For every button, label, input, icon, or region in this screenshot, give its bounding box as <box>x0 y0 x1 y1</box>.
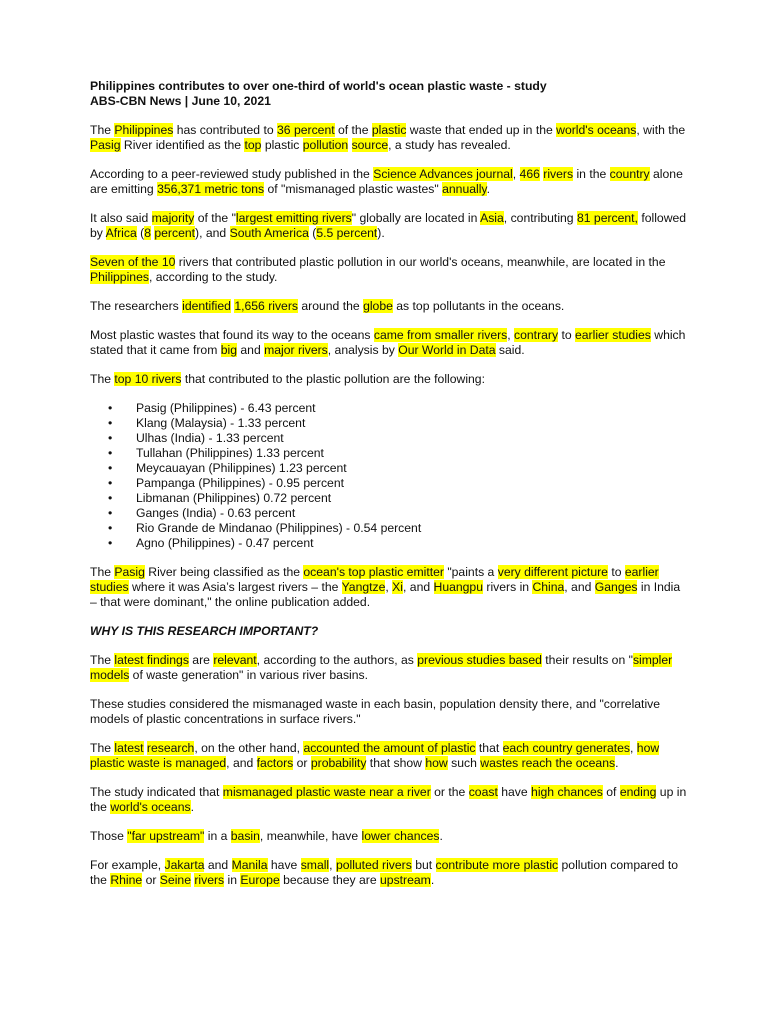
highlighted-text: 36 percent <box>277 123 335 137</box>
highlighted-text: small <box>300 858 330 872</box>
highlighted-text: Pasig <box>114 565 145 579</box>
highlighted-text: top 10 rivers <box>114 372 182 386</box>
list-item: • Rio Grande de Mindanao (Philippines) - 0.54 percent <box>136 521 690 536</box>
highlighted-text: Our World in Data <box>398 343 496 357</box>
paragraph: It also said majority of the "largest emitting rivers" globally are located in Asia, contributing 81 percent, followed by Africa (8 percent), and South America (5.5 percent). <box>90 211 687 240</box>
highlighted-text: latest findings <box>114 653 189 667</box>
highlighted-text: big <box>220 343 237 357</box>
highlighted-text: plastic <box>371 123 407 137</box>
list-item: • Libmanan (Philippines) 0.72 percent <box>136 491 690 506</box>
highlighted-text: Philippines <box>114 123 174 137</box>
highlighted-text: Asia <box>480 211 504 225</box>
highlighted-text: previous studies based <box>417 653 542 667</box>
list-item: • Pampanga (Philippines) - 0.95 percent <box>136 476 690 491</box>
highlighted-text: accounted the amount of plastic <box>303 741 476 755</box>
paragraph: The top 10 rivers that contributed to the plastic pollution are the following: <box>90 372 485 386</box>
list-item: • Agno (Philippines) - 0.47 percent <box>136 536 690 551</box>
highlighted-text: factors <box>256 756 294 770</box>
highlighted-text: earlier studies <box>575 328 651 342</box>
highlighted-text: pollution <box>302 138 349 152</box>
highlighted-text: globe <box>363 299 393 313</box>
paragraph: The researchers identified 1,656 rivers around the globe as top pollutants in the oceans. <box>90 299 565 313</box>
highlighted-text: 356,371 metric tons <box>157 182 265 196</box>
highlighted-text: upstream <box>380 873 431 887</box>
highlighted-text: contribute more plastic <box>435 858 559 872</box>
list-item: • Klang (Malaysia) - 1.33 percent <box>136 416 690 431</box>
paragraph: The latest findings are relevant, according to the authors, as previous studies based their results on "simpler models of waste generation" in various river basins. <box>90 653 673 682</box>
article-title: Philippines contributes to over one-third of world's ocean plastic waste - study <box>90 79 547 93</box>
highlighted-text: each country generates <box>502 741 631 755</box>
article-body <box>90 79 690 902</box>
highlighted-text: 81 percent, <box>576 211 638 225</box>
highlighted-text: probability <box>310 756 367 770</box>
highlighted-text: how <box>425 756 448 770</box>
highlighted-text: rivers <box>543 167 574 181</box>
list-item: • Pasig (Philippines) - 6.43 percent <box>136 401 690 416</box>
highlighted-text: Jakarta <box>164 858 205 872</box>
paragraph: The Pasig River being classified as the ocean's top plastic emitter "paints a very different picture to earlier studies where it was Asia’s largest rivers – the Yangtze, Xi, and Huangpu rivers in China, and Ganges in India – that were dominant," the online publication added. <box>90 565 681 609</box>
list-item: • Tullahan (Philippines) 1.33 percent <box>136 446 690 461</box>
highlighted-text: relevant <box>213 653 257 667</box>
paragraph: Those "far upstream" in a basin, meanwhile, have lower chances. <box>90 829 443 843</box>
paragraph: The Philippines has contributed to 36 percent of the plastic waste that ended up in the world's oceans, with the Pasig River identified as the top plastic pollution source, a study has revealed. <box>90 123 686 152</box>
highlighted-text: contrary <box>514 328 559 342</box>
list-item: • Meycauayan (Philippines) 1.23 percent <box>136 461 690 476</box>
highlighted-text: Pasig <box>90 138 121 152</box>
highlighted-text: Huangpu <box>433 580 483 594</box>
highlighted-text: South America <box>229 226 309 240</box>
paragraph: These studies considered the mismanaged waste in each basin, population density there, and "correlative models of plastic concentrations in surface rivers." <box>90 697 661 726</box>
highlighted-text: country <box>609 167 650 181</box>
top-rivers-list <box>90 401 690 551</box>
highlighted-text: latest <box>114 741 144 755</box>
list-item: • Ulhas (India) - 1.33 percent <box>136 431 690 446</box>
highlighted-text: 5.5 percent <box>316 226 378 240</box>
highlighted-text: 8 <box>144 226 151 240</box>
paragraph: According to a peer-reviewed study published in the Science Advances journal, 466 rivers in the country alone are emitting 356,371 metric tons of "mismanaged plastic wastes" annually. <box>90 167 683 196</box>
highlighted-text: annually <box>442 182 487 196</box>
highlighted-text: Europe <box>240 873 280 887</box>
highlighted-text: high chances <box>531 785 603 799</box>
highlighted-text: 466 <box>519 167 540 181</box>
highlighted-text: Ganges <box>594 580 638 594</box>
highlighted-text: top <box>244 138 262 152</box>
paragraph: Most plastic wastes that found its way to the oceans came from smaller rivers, contrary to earlier studies which stated that it came from big and major rivers, analysis by Our World in Data said. <box>90 328 686 357</box>
highlighted-text: identified <box>182 299 231 313</box>
highlighted-text: Philippines <box>90 270 149 284</box>
paragraph: For example, Jakarta and Manila have small, polluted rivers but contribute more plastic pollution compared to the Rhine or Seine rivers in Europe because they are upstream. <box>90 858 679 887</box>
highlighted-text: Seven of the 10 <box>90 255 176 269</box>
highlighted-text: Yangtze <box>341 580 386 594</box>
highlighted-text: ending <box>619 785 657 799</box>
section-heading: WHY IS THIS RESEARCH IMPORTANT? <box>90 624 319 638</box>
highlighted-text: research <box>146 741 195 755</box>
highlighted-text: world's oceans <box>110 800 191 814</box>
highlighted-text: lower chances <box>361 829 440 843</box>
highlighted-text: coast <box>468 785 498 799</box>
list-item: • Ganges (India) - 0.63 percent <box>136 506 690 521</box>
paragraph: Seven of the 10 rivers that contributed plastic pollution in our world's oceans, meanwhile, are located in the Philippines, according to the study. <box>90 255 666 284</box>
highlighted-text: 1,656 rivers <box>234 299 298 313</box>
highlighted-text: mismanaged plastic waste near a river <box>222 785 431 799</box>
highlighted-text: rivers <box>194 873 225 887</box>
highlighted-text: Rhine <box>110 873 143 887</box>
highlighted-text: earlier studies <box>90 565 659 594</box>
highlighted-text: majority <box>151 211 195 225</box>
highlighted-text: Xi <box>392 580 404 594</box>
paragraph: The latest research, on the other hand, accounted the amount of plastic that each country generates, how plastic waste is managed, and factors or probability that show how such wastes reach the oceans. <box>90 741 660 770</box>
highlighted-text: China <box>532 580 565 594</box>
highlighted-text: percent <box>154 226 196 240</box>
article-byline: ABS-CBN News | June 10, 2021 <box>90 94 271 108</box>
highlighted-text: largest emitting rivers <box>235 211 352 225</box>
highlighted-text: ocean's top plastic emitter <box>303 565 444 579</box>
highlighted-text: basin <box>230 829 260 843</box>
highlighted-text: Africa <box>105 226 137 240</box>
highlighted-text: Science Advances journal <box>373 167 513 181</box>
highlighted-text: source <box>351 138 389 152</box>
highlighted-text: Seine <box>159 873 191 887</box>
highlighted-text: polluted rivers <box>335 858 412 872</box>
highlighted-text: how plastic waste is managed <box>90 741 660 770</box>
highlighted-text: Manila <box>231 858 268 872</box>
highlighted-text: wastes reach the oceans <box>480 756 616 770</box>
highlighted-text: world's oceans <box>556 123 637 137</box>
highlighted-text: very different picture <box>497 565 608 579</box>
highlighted-text: major rivers <box>264 343 328 357</box>
highlighted-text: "far upstream" <box>127 829 205 843</box>
paragraph: The study indicated that mismanaged plastic waste near a river or the coast have high chances of ending up in the world's oceans. <box>90 785 687 814</box>
highlighted-text: simpler models <box>90 653 673 682</box>
highlighted-text: came from smaller rivers <box>373 328 508 342</box>
